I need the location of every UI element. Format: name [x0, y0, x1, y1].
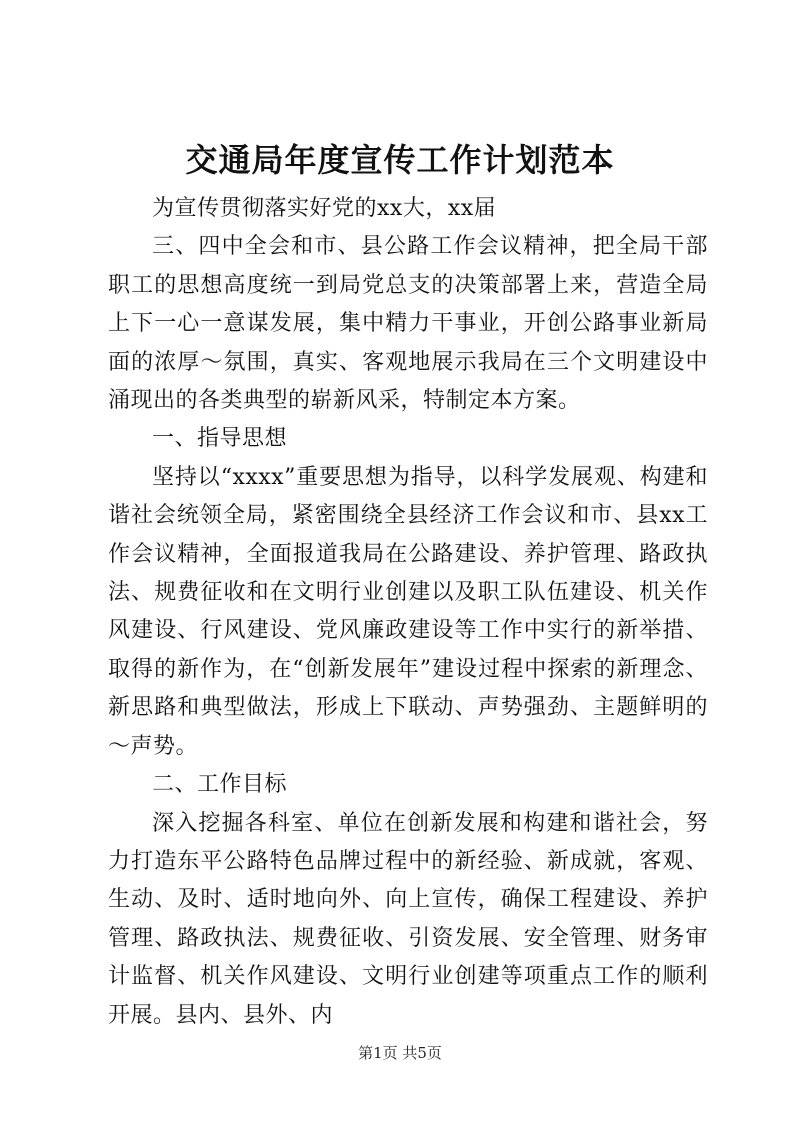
paragraph-guiding-ideology: 坚持以“xxxx”重要思想为指导，以科学发展观、构建和谐社会统领全局，紧密围绕全县经济工作会议和市、县xx工作会议精神，全面报道我局在公路建设、养护管理、路政执法、规费征收和在文明行业创建以及职工队伍建设、机关作风建设、行风建设、党风廉政建设等工作中实行的新举措、取得的新作为，在“创新发展年”建设过程中探索的新理念、新思路和典型做法，形成上下联动、声势强劲、主题鲜明的～声势。	[108, 464, 708, 759]
document-title: 交通局年度宣传工作计划范本	[185, 141, 615, 179]
document-body	[108, 190, 708, 1035]
section-heading-guiding-ideology: 一、指导思想	[152, 426, 288, 452]
paragraph-work-goals: 深入挖掘各科室、单位在创新发展和构建和谐社会，努力打造东平公路特色品牌过程中的新经验、新成就，客观、生动、及时、适时地向外、向上宣传，确保工程建设、养护管理、路政执法、规费征收、引资发展、安全管理、财务审计监督、机关作风建设、文明行业创建等项重点工作的顺利开展。县内、县外、内	[108, 810, 708, 1028]
section-heading-work-goals: 二、工作目标	[152, 772, 288, 798]
paragraph-purpose: 三、四中全会和市、县公路工作会议精神，把全局干部职工的思想高度统一到局党总支的决策部署上来，营造全局上下一心一意谋发展，集中精力干事业，开创公路事业新局面的浓厚～氛围，真实、客观地展示我局在三个文明建设中涌现出的各类典型的崭新风采，特制定本方案。	[108, 234, 708, 414]
page-footer-indicator: 第1页 共5页	[358, 1044, 442, 1062]
paragraph-intro: 为宣传贯彻落实好党的xx大，xx届	[152, 196, 497, 221]
